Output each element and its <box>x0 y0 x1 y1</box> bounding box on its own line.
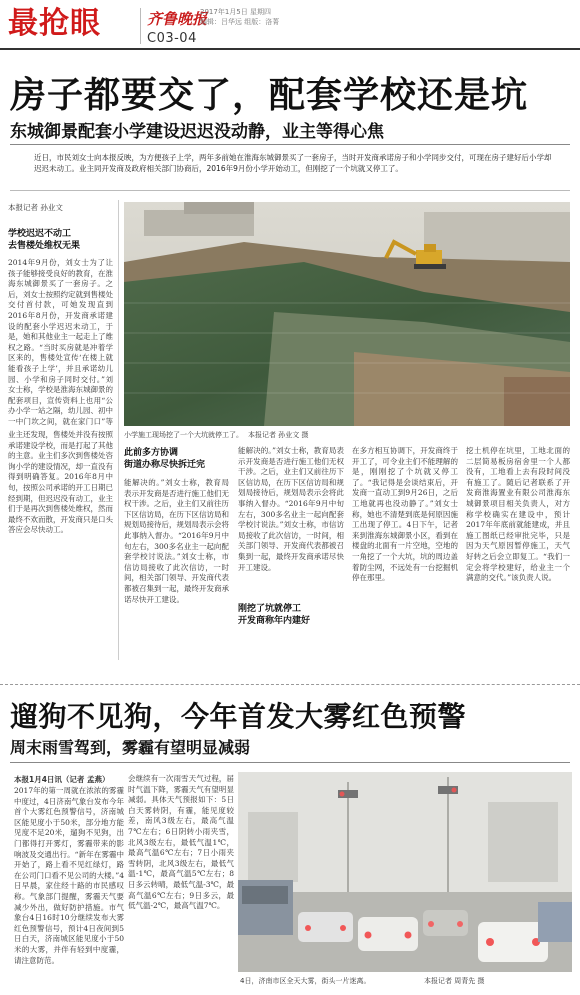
editor-credits: 编辑：吕华远 组版：洛菁 <box>200 18 280 26</box>
issue-date: 2017年1月5日 星期四 <box>200 8 271 16</box>
story2-column-2: 会继续有一次雨雪天气过程，届时气温下降，雾霾天气有望明显减弱。具体天气预报如下：5日白天雾转阴，有霾，能见度较差，南风3级左右，最高气温7℃左右；6日阴转小雨夹雪，北风3级左右，最低气温1℃，最高气温6℃左右；7日小雨夹雪转阴，北风3级左右，最低气温-1℃，最高气温5℃左右；8日多云转晴，最低气温-3℃，最高气温6℃左右；9日多云，最低气温-2℃，最高气温7℃。 <box>128 774 234 911</box>
photo1-caption: 小学施工现场挖了一个大坑就停工了。 <box>124 431 243 439</box>
story1-subheading-2 <box>238 603 310 627</box>
foggy-street-photo <box>238 772 572 972</box>
story2-column-1: 2017年的第一周就在浓浓的雾霾中度过，4日济南气象台发布今年首个大雾红色预警信号，济南城区能见度小于50米，部分地方能见度不足20米，遛狗不见狗，出门都得打开雾灯，雾霾带来的影响波及交通出行。“新年在雾霾中开始了，路上看不见红绿灯，路在公司门口看不见公司的大楼。”4日早晨，家住经十路的市民感叹称。气象部门提醒，雾霾天气要减少外出，做好防护措施。市气象台4日16时10分继续发布大雾红色预警信号，预计4日夜间到5日白天，济南城区能见度小于50米的大雾，并伴有轻到中度霾，请注意防范。 <box>14 786 124 965</box>
foggy-street-illustration <box>238 772 572 972</box>
subheading-line: 开发商称年内建好 <box>238 616 311 626</box>
story1-subheading-3 <box>124 447 205 471</box>
story1-column-2: 能解决的。”刘女士称，教育局表示开发商是否进行施工他们无权干涉。之后，业主们又前往历下区信访局，在历下区信访局和规划局接待后，规划局表示会将此事纳入督办。“2016年9月中旬左右，300多名业主一起向配套学校讨说法。”刘女士称，市信访局接收了此次信访，一时间，相关部门领导、开发商代表都被召集到一起，最终开发商承诺尽快开工建设。 <box>124 478 229 604</box>
divider <box>10 144 570 145</box>
story1-column-3: 能解决的。”刘女士称，教育局表示开发商是否进行施工他们无权干涉。之后，业主们又前往历下区信访局，在历下区信访局和规划局接待后，规划局表示会将此事纳入督办。“2016年9月中旬左右，300多名业主一起向配套学校讨说法。”刘女士称，市信访局接收了此次信访，一时间，相关部门领导、开发商代表都被召集到一起，最终开发商承诺尽快开工建设。 <box>238 446 344 572</box>
newspaper-logo: 齐鲁晚报 <box>147 10 208 28</box>
masthead <box>0 0 580 50</box>
section-title: 最抢眼 <box>8 6 101 41</box>
photo2-caption: 4日，济南市区全天大雾，街头一片迷离。 <box>240 977 371 985</box>
subheading-line: 去售楼处维权无果 <box>8 241 81 251</box>
subheading-line: 街道办称尽快拆迁完 <box>124 460 206 470</box>
subheading-line: 此前多方协调 <box>124 448 179 458</box>
construction-site-photo <box>124 202 570 426</box>
section-divider <box>0 684 580 685</box>
story1-headline: 房子都要交了，配套学校还是坑 <box>10 75 529 116</box>
story1-subheading-1 <box>8 228 80 252</box>
construction-site-illustration <box>124 202 570 426</box>
subheading-line: 学校迟迟不动工 <box>8 229 72 239</box>
story2-headline: 遛狗不见狗，今年首发大雾红色预警 <box>10 700 467 733</box>
masthead-divider <box>140 8 141 44</box>
photo2-credit: 本报记者 周青先 摄 <box>424 977 485 985</box>
story1-lead: 近日，市民刘女士向本报反映，为方便孩子上学，两年多前她在淮海东城御景买了一套房子，当时开发商承诺房子和小学同步交付，可现在房子建好后小学却迟迟未动工。业主同开发商及政府相关部门协商后，2016年9月份小学开始动工，但刚挖了一个坑就又停工了。 <box>34 153 552 173</box>
column-divider <box>118 200 119 660</box>
subheading-line: 刚挖了坑就停工 <box>238 604 302 614</box>
divider <box>10 762 570 763</box>
divider <box>10 190 570 191</box>
story2-dateline: 本报1月4日讯（记者 孟燕） <box>14 775 110 784</box>
page-code: C03-04 <box>147 31 197 46</box>
story1-column-1: 2014年9月份，刘女士为了让孩子能够接受良好的教育，在淮海东城御景买了一套房子。之后，刘女士按照约定就到售楼处交付首付款，可她发现直到2016年8月份，开发商承诺建设的配套小学迟迟未动工，于是，她和其他业主一起走上了维权之路。“当时买房就是冲着学区来的，售楼处宣传‘在楼上就能看孩子上学’，并且承诺幼儿园、小学和房子同时交付。”刘女士称，学校是淮海东城御景的配套项目，宣传资料上也用“公办小学一站之隔，幼儿园、初中一中门坎之间，就在家门口”等 <box>8 258 113 426</box>
story1-column-4: 在多方相互协调下，开发商终于开工了，可令业主们不能理解的是，刚刚挖了个坑就又停工了。“我记得是会谈结束后，开发商一直动工到9月26日，之后工地就再也没动静了。”刘女士称，她也不清楚到底是何原因施工出现了停工。4日下午，记者来到淮海东城御景小区，看到在楼盘的北面有一片空地，空地的一角挖了一个大坑，坑的周边盖着防尘网，不远处有一台挖掘机停在那里。 <box>352 446 458 583</box>
story1-column-1b: 业主还发现，售楼处并没有按照承诺建设学校，而是打起了其他的主意。业主们多次到售楼处咨询小学的建设情况，却一直没有得到明确答复。2016年8月中旬，按照公司承诺的开工日期已经到期，但迟迟没有动工，业主们于是再次到售楼处维权，然而最终不欢而散，开发商只是口头答应会尽快动工。 <box>8 430 113 535</box>
story1-column-5: 挖土机停在坑里，工地北面的二层简易板房宿舍里一个人都没有，工地看上去有段时间没有施工了。随后记者联系了开发商淮海置业有限公司淮海东城御景项目相关负责人，对方称学校确实在建设中，预计2017年年底前就能建成，并且施工图纸已经审批完毕，只是因为天气原因暂停施工，天气好转之后会立即复工。“我们一定会将学校建好，给业主一个满意的交代。”该负责人说。 <box>466 446 570 583</box>
story1-subhead: 东城御景配套小学建设迟迟没动静，业主等得心焦 <box>10 122 384 142</box>
story2-subhead: 周末雨雪驾到，雾霾有望明显减弱 <box>10 738 251 757</box>
story1-byline: 本报记者 孙业文 <box>8 203 63 212</box>
photo1-credit: 本报记者 孙业文 摄 <box>248 431 309 439</box>
